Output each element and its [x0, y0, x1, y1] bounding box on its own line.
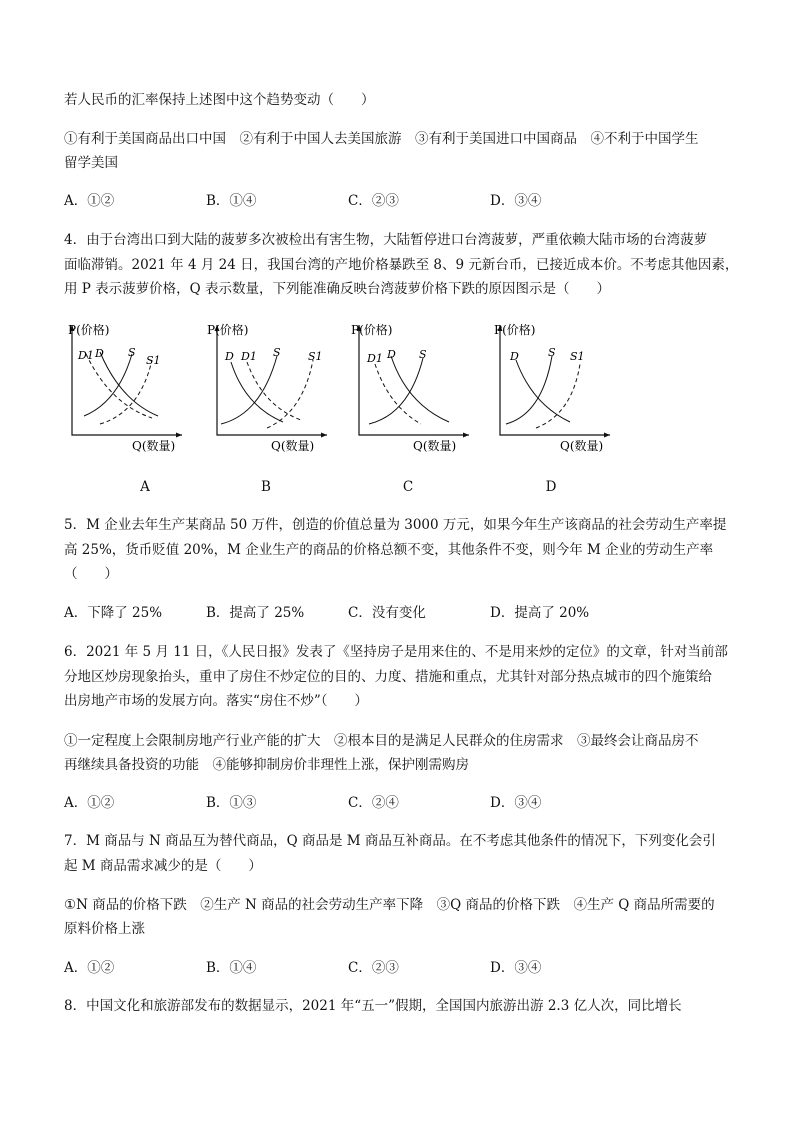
- question5-option-a: A．下降了 25%: [64, 605, 163, 621]
- demand-curve-d: [516, 360, 570, 422]
- axis-y-label: P(价格): [494, 323, 536, 337]
- question7-option-b: B．①④: [206, 960, 257, 976]
- axis-y-label: P(价格): [68, 323, 110, 337]
- curve-label: S1: [308, 350, 323, 363]
- supply-curve-s: [506, 356, 552, 424]
- question6-line1: 6．2021 年 5 月 11 日，《人民日报》发表了《坚持房子是用来住的、不是用来炒的定位》的文章，针对当前部: [64, 644, 728, 660]
- question6-line3: 出房地产市场的发展方向。落实“房住不炒”（ ）: [64, 693, 369, 709]
- question6-option-a: A．①②: [64, 795, 115, 811]
- question7-line1: 7．M 商品与 N 商品互为替代商品，Q 商品是 M 商品互补商品。在不考虑其他条件的情况下，下列变化会引: [64, 833, 716, 849]
- demand-curve-d: [231, 362, 283, 422]
- graph-a-label: A: [140, 479, 150, 495]
- curve-label: D: [510, 350, 519, 363]
- supply-curve-s1: [536, 364, 580, 428]
- question4-line1: 4．由于台湾出口到大陆的菠萝多次被检出有害生物，大陆暂停进口台湾菠萝，严重依赖大陆市场的台湾菠萝: [64, 232, 708, 248]
- question3-statements-line2: 留学美国: [64, 155, 118, 171]
- question5-option-c: C．没有变化: [348, 605, 426, 621]
- curve-label: S: [128, 346, 136, 359]
- question7-option-c: C．②③: [348, 960, 399, 976]
- question5-line1: 5．M 企业去年生产某商品 50 万件，创造的价值总量为 3000 万元，如果今年生产该商品的社会劳动生产率提: [64, 517, 727, 533]
- demand-curve-d1: [247, 362, 301, 420]
- question6-option-b: B．①③: [206, 795, 257, 811]
- question5-line2: 高 25%，货币贬值 20%，M 企业生产的商品的价格总额不变，其他条件不变，则今年 M 企业的劳动生产率: [64, 542, 714, 558]
- axis-x-label: Q(数量): [560, 439, 604, 453]
- question6-option-d: D．③④: [490, 795, 542, 811]
- supply-demand-graph-a: [60, 320, 190, 455]
- supply-demand-graph-d: [488, 320, 618, 455]
- question4-line3: 用 P 表示菠萝价格，Q 表示数量，下列能准确反映台湾菠萝价格下跌的原因图示是（ ）: [64, 281, 611, 297]
- curve-label: S: [548, 346, 556, 359]
- question5-line3: （ ）: [64, 566, 118, 582]
- question3-option-c: C．②③: [348, 193, 399, 209]
- curve-label: S1: [570, 350, 585, 363]
- curve-label: S: [273, 346, 281, 359]
- graph-d-label: D: [545, 479, 557, 495]
- graph-c-label: C: [402, 479, 414, 495]
- question7-statements-line2: 原料价格上涨: [64, 921, 145, 937]
- supply-demand-graph-b: [205, 320, 335, 455]
- question6-option-c: C．②④: [348, 795, 399, 811]
- curve-label: S: [419, 348, 427, 361]
- question5-option-b: B．提高了 25%: [206, 605, 305, 621]
- question3-stem-end: 若人民币的汇率保持上述图中这个趋势变动（ ）: [64, 92, 375, 108]
- curve-label: D: [95, 347, 104, 360]
- axis-y-label: P(价格): [207, 323, 249, 337]
- axis-x-label: Q(数量): [271, 439, 315, 453]
- question7-option-a: A．①②: [64, 960, 115, 976]
- curve-label: D1: [241, 350, 257, 363]
- question3-option-d: D．③④: [490, 193, 542, 209]
- supply-demand-graph-c: [347, 320, 477, 455]
- curve-label: D1: [367, 352, 383, 365]
- question3-statements-line1: ①有利于美国商品出口中国 ②有利于中国人去美国旅游 ③有利于美国进口中国商品 ④不利于中国学生: [64, 131, 699, 147]
- question7-option-d: D．③④: [490, 960, 542, 976]
- graph-b-label: B: [261, 479, 271, 495]
- question6-statements-line2: 再继续具备投资的功能 ④能够抑制房价非理性上涨，保护刚需购房: [64, 757, 469, 773]
- curve-label: S1: [146, 354, 161, 367]
- curve-label: D1: [78, 349, 94, 362]
- question3-option-a: A．①②: [64, 193, 115, 209]
- question7-line2: 起 M 商品需求减少的是（ ）: [64, 858, 262, 874]
- question8-line1: 8．中国文化和旅游部发布的数据显示，2021 年“五一”假期，全国国内旅游出游 2.3 亿人次，同比增长: [64, 998, 682, 1014]
- axis-x-label: Q(数量): [413, 439, 457, 453]
- curve-label: D: [225, 350, 234, 363]
- question3-option-b: B．①④: [206, 193, 257, 209]
- question6-line2: 分地区炒房现象抬头，重申了房住不炒定位的目的、力度、措施和重点，尤其针对部分热点城市的四个施策给: [64, 669, 712, 685]
- question7-statements-line1: ①N 商品的价格下跌 ②生产 N 商品的社会劳动生产率下降 ③Q 商品的价格下跌 ④生产 Q 商品所需要的: [64, 897, 715, 913]
- question5-option-d: D．提高了 20%: [490, 605, 590, 621]
- question6-statements-line1: ①一定程度上会限制房地产行业产能的扩大 ②根本目的是满足人民群众的住房需求 ③最终会让商品房不: [64, 733, 699, 749]
- axis-x-label: Q(数量): [132, 439, 176, 453]
- supply-curve-s1: [100, 360, 152, 424]
- demand-curve-d: [391, 356, 449, 422]
- axis-y-label: P(价格): [351, 323, 393, 337]
- question4-line2: 面临滞销。2021 年 4 月 24 日，我国台湾的产地价格暴跌至 8、9 元新台币，已接近成本价。不考虑其他因素，: [64, 257, 739, 273]
- curve-label: D: [387, 348, 396, 361]
